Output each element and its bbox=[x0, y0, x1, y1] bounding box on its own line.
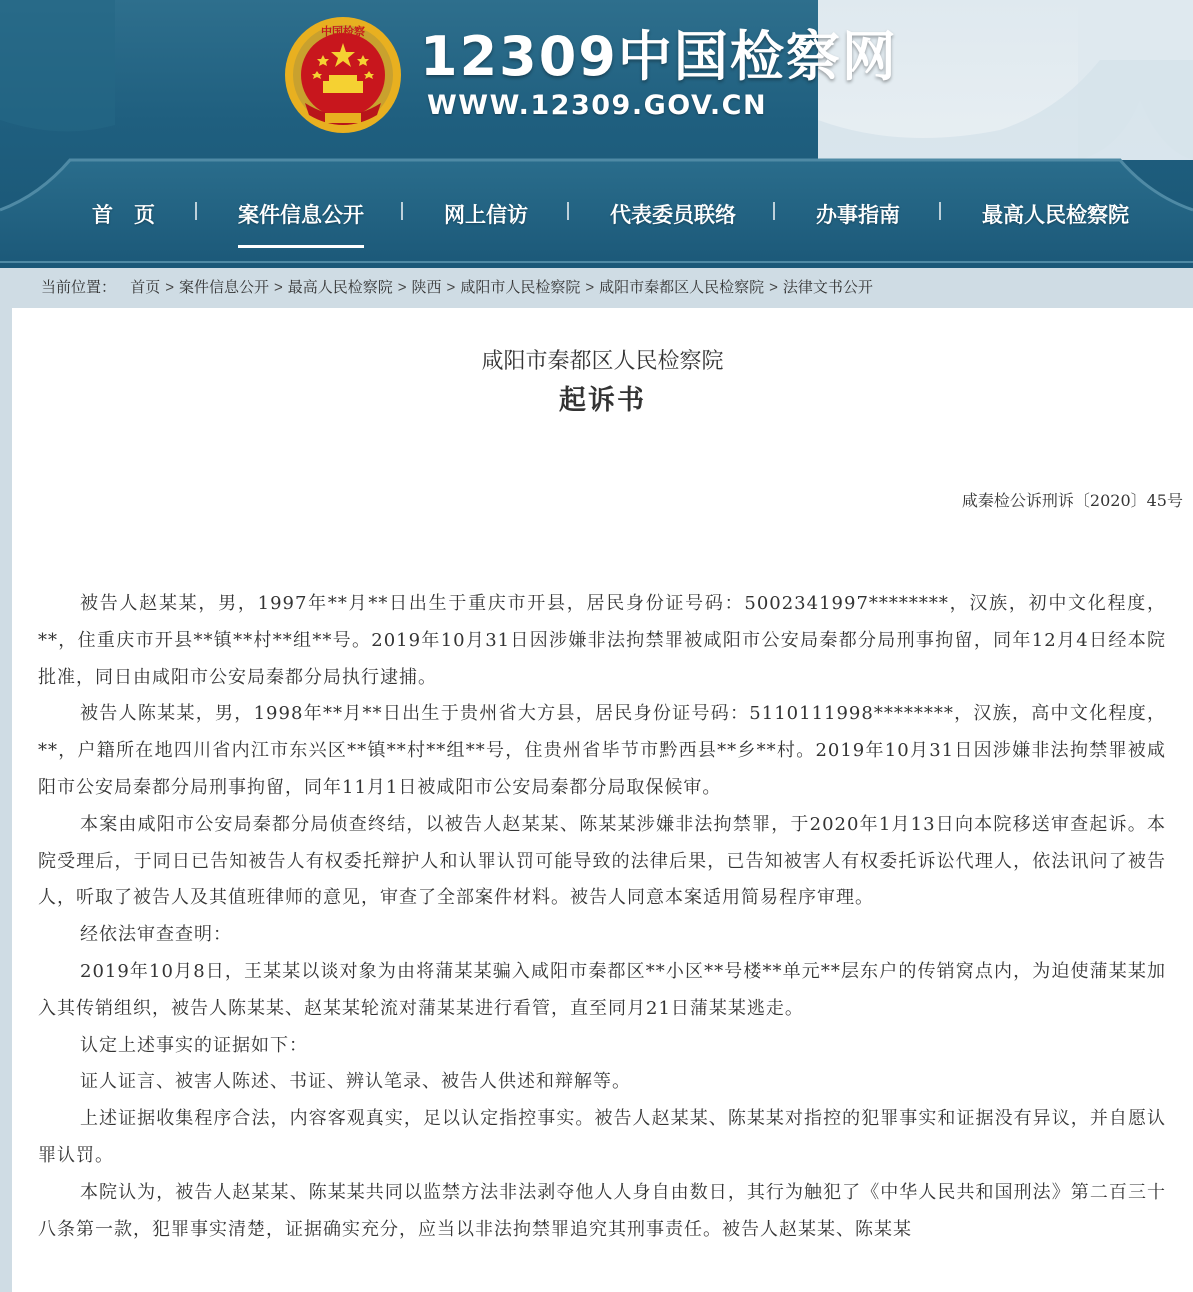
nav-divider bbox=[195, 202, 197, 220]
breadcrumb-separator: > bbox=[769, 279, 778, 296]
site-title: 12309中国检察网 bbox=[420, 25, 898, 88]
nav-item-deputy-liaison[interactable]: 代表委员联络 bbox=[610, 203, 736, 227]
site-url: WWW.12309.GOV.CN bbox=[427, 90, 768, 121]
breadcrumb bbox=[41, 268, 873, 308]
paragraph-findings-heading: 经依法审查查明： bbox=[80, 924, 232, 946]
breadcrumb-item-case-info[interactable]: 案件信息公开 bbox=[178, 279, 269, 296]
document-title: 起诉书 bbox=[559, 385, 646, 416]
left-side-strip bbox=[0, 308, 12, 1292]
document-content bbox=[12, 308, 1193, 1292]
bottom-fade bbox=[12, 1262, 1193, 1292]
document-body bbox=[38, 586, 1166, 1248]
paragraph-case-transfer: 本案由咸阳市公安局秦都分局侦查终结，以被告人赵某某、陈某某涉嫌非法拘禁罪，于2020年1月13日向本院移送审查起诉。本院受理后，于同日已告知被告人有权委托辩护人和认罪认罚可能导致的法律后果，已告知被害人有权委托诉讼代理人，依法讯问了被告人，听取了被告人及其值班律师的意见，审查了全部案件材料。被告人同意本案适用简易程序审理。 bbox=[38, 813, 1166, 909]
breadcrumb-item-home[interactable]: 首页 bbox=[130, 279, 161, 296]
breadcrumb-item-legal-docs[interactable]: 法律文书公开 bbox=[782, 279, 873, 296]
document-organization: 咸阳市秦都区人民检察院 bbox=[481, 349, 724, 374]
paragraph-evidence-valid: 上述证据收集程序合法，内容客观真实，足以认定指控事实。被告人赵某某、陈某某对指控的犯罪事实和证据没有异议，并自愿认罪认罚。 bbox=[38, 1108, 1166, 1166]
paragraph-facts: 2019年10月8日，王某某以谈对象为由将蒲某某骗入咸阳市秦都区**小区**号楼**单元**层东户的传销窝点内，为迫使蒲某某加入其传销组织，被告人陈某某、赵某某轮流对蒲某某进行看管，直至同月21日蒲某某逃走。 bbox=[38, 960, 1166, 1019]
nav-divider bbox=[567, 202, 569, 220]
nav-divider bbox=[401, 202, 403, 220]
site-header bbox=[0, 0, 1193, 268]
paragraph-evidence-heading: 认定上述事实的证据如下： bbox=[80, 1034, 308, 1056]
breadcrumb-separator: > bbox=[165, 279, 174, 296]
nav-divider bbox=[939, 202, 941, 220]
paragraph-defendant-chen: 被告人陈某某，男，1998年**月**日出生于贵州省大方县，居民身份证号码：5110111998********，汉族，高中文化程度，**，户籍所在地四川省内江市东兴区**镇**村**组**号，住贵州省毕节市黔西县**乡**村。2019年10月31日因涉嫌非法拘禁罪被咸阳市公安局秦都分局刑事拘留，同年11月1日被咸阳市公安局秦都分局取保候审。 bbox=[38, 703, 1166, 798]
nav-divider bbox=[773, 202, 775, 220]
paragraph-evidence-list: 证人证言、被害人陈述、书证、辨认笔录、被告人供述和辩解等。 bbox=[80, 1071, 631, 1093]
paragraph-defendant-zhao: 被告人赵某某，男，1997年**月**日出生于重庆市开县，居民身份证号码：5002341997********，汉族，初中文化程度，**，住重庆市开县**镇**村**组**号。2019年10月31日因涉嫌非法拘禁罪被咸阳市公安局秦都分局刑事拘留，同年12月4日经本院批准，同日由咸阳市公安局秦都分局执行逮捕。 bbox=[38, 593, 1166, 688]
document-number: 咸秦检公诉刑诉〔2020〕45号 bbox=[961, 491, 1183, 510]
nav-item-online-petition[interactable]: 网上信访 bbox=[444, 203, 528, 227]
breadcrumb-separator: > bbox=[397, 279, 407, 296]
nav-item-supreme-procuratorate[interactable]: 最高人民检察院 bbox=[982, 203, 1129, 227]
breadcrumb-item-qindu[interactable]: 咸阳市秦都区人民检察院 bbox=[599, 279, 765, 296]
procuratorate-emblem-icon bbox=[283, 15, 403, 135]
breadcrumb-label: 当前位置： bbox=[41, 279, 117, 296]
breadcrumb-bar bbox=[0, 268, 1193, 308]
nav-item-home[interactable]: 首 页 bbox=[92, 203, 155, 227]
emblem-text: 中国检察 bbox=[321, 25, 365, 38]
breadcrumb-separator: > bbox=[585, 279, 595, 296]
paragraph-court-opinion: 本院认为，被告人赵某某、陈某某共同以监禁方法非法剥夺他人人身自由数日，其行为触犯了《中华人民共和国刑法》第二百三十八条第一款，犯罪事实清楚，证据确实充分，应当以非法拘禁罪追究其刑事责任。被告人赵某某、陈某某 bbox=[38, 1181, 1166, 1240]
breadcrumb-item-supreme[interactable]: 最高人民检察院 bbox=[287, 279, 393, 296]
breadcrumb-separator: > bbox=[446, 279, 456, 296]
main-nav bbox=[0, 190, 1193, 240]
breadcrumb-separator: > bbox=[273, 279, 283, 296]
breadcrumb-item-xianyang[interactable]: 咸阳市人民检察院 bbox=[460, 279, 581, 296]
breadcrumb-item-shaanxi[interactable]: 陕西 bbox=[411, 279, 442, 296]
nav-item-case-info[interactable]: 案件信息公开 bbox=[238, 190, 364, 240]
nav-item-service-guide[interactable]: 办事指南 bbox=[816, 203, 900, 227]
